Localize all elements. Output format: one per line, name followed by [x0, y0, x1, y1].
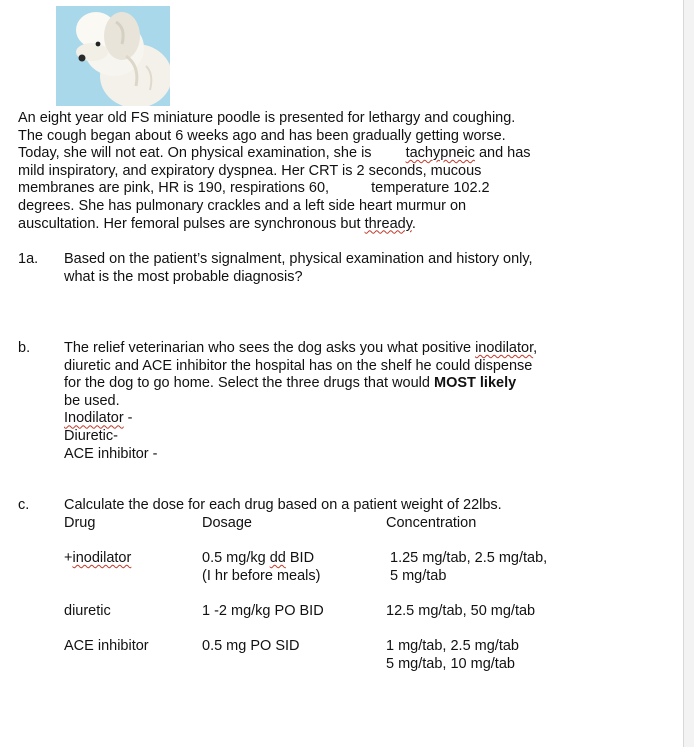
para-line: Today, she will not eat. On physical examination, she is tachypneic and has	[18, 145, 531, 162]
case-paragraph	[18, 110, 578, 233]
header-drug: Drug	[64, 515, 96, 531]
para-line: An eight year old FS miniature poodle is presented for lethargy and coughing.	[18, 110, 516, 126]
answer-inodilator[interactable]: Inodilator -	[64, 410, 133, 427]
question-text: The relief veterinarian who sees the dog asks you what positive inodilator,	[64, 340, 538, 356]
table-cell-concentration: 1 mg/tab, 2.5 mg/tab	[386, 638, 519, 654]
table-cell-concentration: 1.25 mg/tab, 2.5 mg/tab,	[390, 550, 548, 566]
question-number: 1a.	[18, 251, 39, 267]
para-line: auscultation. Her femoral pulses are synchronous but thready.	[18, 215, 416, 232]
misspelled-word[interactable]: inodilator	[475, 340, 534, 356]
question-text: what is the most probable diagnosis?	[64, 268, 303, 285]
question-text: for the dog to go home. Select the three drugs that would MOST likely	[64, 375, 517, 392]
para-line: The cough began about 6 weeks ago and has been gradually getting worse.	[18, 127, 506, 144]
question-number: c.	[18, 497, 30, 513]
misspelled-word[interactable]: thready	[364, 215, 412, 232]
question-text: diuretic and ACE inhibitor the hospital has on the shelf he could dispense	[64, 357, 533, 374]
question-text: be used.	[64, 392, 120, 409]
table-cell-dosage-note: (I hr before meals)	[202, 568, 321, 584]
table-cell-concentration: 5 mg/tab, 10 mg/tab	[386, 656, 515, 672]
misspelled-word[interactable]: inodilator	[72, 550, 132, 566]
misspelled-word[interactable]: Inodilator	[64, 410, 124, 427]
table-cell-dosage: 0.5 mg PO SID	[202, 638, 300, 654]
table-cell-drug: +inodilator	[64, 550, 132, 566]
scrollbar[interactable]	[683, 0, 694, 747]
table-cell-dosage: 0.5 mg/kg dd BID	[202, 550, 315, 566]
question-text: Based on the patient’s signalment, physical examination and history only,	[64, 251, 533, 267]
para-line: mild inspiratory, and expiratory dyspnea. Her CRT is 2 seconds, mucous	[18, 162, 482, 179]
table-cell-drug: diuretic	[64, 603, 111, 619]
header-concentration: Concentration	[386, 515, 477, 531]
misspelled-word[interactable]: tachypneic	[405, 145, 475, 162]
question-text: Calculate the dose for each drug based on a patient weight of 22lbs.	[64, 497, 502, 513]
para-line: membranes are pink, HR is 190, respirations 60, temperature 102.2	[18, 180, 490, 197]
table-cell-dosage: 1 -2 mg/kg PO BID	[202, 603, 324, 619]
answer-ace-inhibitor[interactable]: ACE inhibitor -	[64, 445, 158, 462]
misspelled-word[interactable]: dd	[269, 550, 286, 566]
table-cell-concentration: 5 mg/tab	[390, 568, 447, 584]
emphasis: MOST likely	[433, 375, 517, 392]
header-dosage: Dosage	[202, 515, 252, 531]
question-c	[18, 497, 578, 697]
table-cell-concentration: 12.5 mg/tab, 50 mg/tab	[386, 603, 536, 619]
answer-diuretic[interactable]: Diuretic-	[64, 427, 118, 444]
para-line: degrees. She has pulmonary crackles and a left side heart murmur on	[18, 197, 467, 214]
table-cell-drug: ACE inhibitor	[64, 638, 149, 654]
poodle-illustration	[56, 6, 170, 106]
question-number: b.	[18, 340, 31, 356]
